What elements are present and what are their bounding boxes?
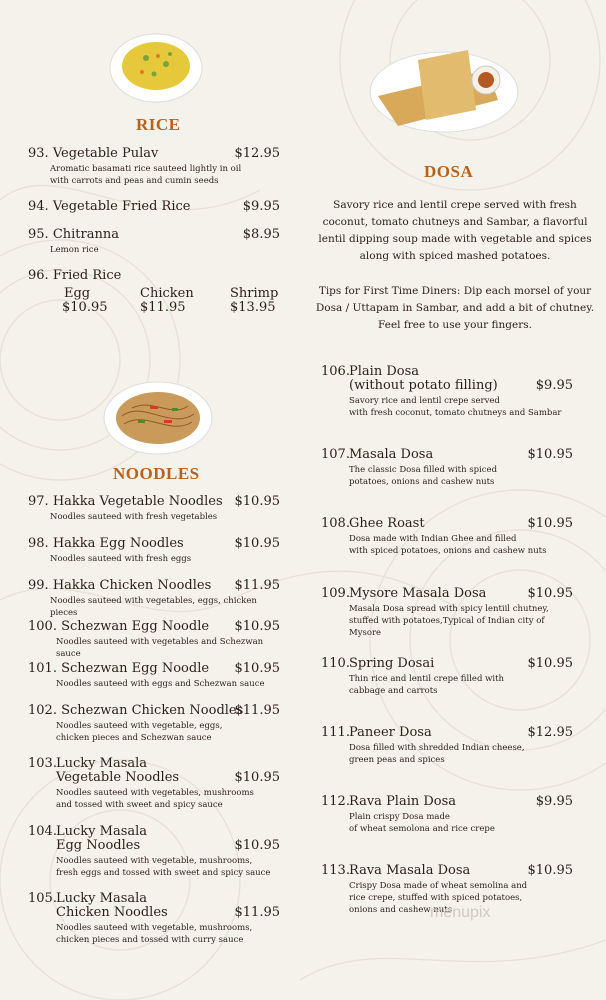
item-name: Paneer Dosa — [349, 725, 432, 740]
item-number: 99. — [28, 578, 49, 593]
option-price: $13.95 — [230, 300, 276, 315]
item-price: $10.95 — [234, 770, 280, 785]
item-name: Mysore Masala Dosa — [349, 586, 487, 601]
item-number: 102. — [28, 703, 57, 718]
item-description: Thin rice and lentil crepe filled with cabbage and carrots — [349, 674, 504, 696]
item-price: $8.95 — [242, 227, 280, 242]
item-number: 104. — [28, 824, 57, 839]
item-description: Noodles sauteed with vegetables, mushrooms and tossed with sweet and spicy sauce — [56, 788, 254, 810]
item-name: Ghee Roast — [349, 516, 425, 531]
item-number: 93. — [28, 146, 49, 161]
item-description: The classic Dosa filled with spiced potatoes, onions and cashew nuts — [349, 465, 498, 487]
item-name: Vegetable Fried Rice — [52, 199, 191, 214]
option-price: $11.95 — [140, 300, 186, 315]
option-label: Shrimp — [230, 286, 279, 301]
menu-item — [28, 620, 280, 660]
dosa-section-heading: DOSA — [424, 162, 474, 181]
item-price: $10.95 — [234, 619, 280, 634]
menu-item — [321, 587, 573, 639]
rice-section-heading: RICE — [136, 115, 181, 134]
menu-item — [28, 495, 280, 523]
item-description: Noodles sauteed with eggs and Schezwan sauce — [56, 679, 265, 689]
item-number: 110. — [321, 656, 350, 671]
item-price: $10.95 — [527, 447, 573, 462]
item-description: Noodles sauteed with vegetable, eggs, chicken pieces and Schezwan sauce — [56, 721, 223, 743]
item-price: $10.95 — [234, 661, 280, 676]
item-name: Masala Dosa — [349, 447, 434, 462]
menu-item — [321, 795, 573, 835]
item-description: Noodles sauteed with vegetable, mushrooms, chicken pieces and tossed with curry sauce — [56, 923, 253, 945]
rice-dish-image — [108, 28, 204, 108]
menu-item — [28, 757, 280, 811]
item-name: Hakka Chicken Noodles — [52, 578, 212, 593]
item-description: Noodles sauteed with fresh eggs — [50, 554, 192, 564]
item-price: $10.95 — [234, 536, 280, 551]
item-name: Plain Dosa (without potato filling) — [349, 364, 498, 393]
menu-item — [28, 579, 280, 619]
item-price: $10.95 — [527, 516, 573, 531]
item-description: Crispy Dosa made of wheat semolina and rice crepe, stuffed with spiced potatoes, onions and cashew nuts — [349, 881, 528, 915]
item-price: $11.95 — [234, 905, 280, 920]
menu-item — [321, 657, 573, 697]
item-description: Aromatic basamati rice sauteed lightly in oil with carrots and peas and cumin seeds — [50, 164, 242, 186]
menu-item — [28, 537, 280, 565]
menu-item — [321, 365, 573, 419]
item-number: 111. — [321, 725, 350, 740]
item-description: Dosa made with Indian Ghee and filled with spiced potatoes, onions and cashew nuts — [349, 534, 547, 556]
item-number: 98. — [28, 536, 49, 551]
item-name: Rava Masala Dosa — [349, 863, 471, 878]
option-price: $10.95 — [62, 300, 108, 315]
item-number: 97. — [28, 494, 49, 509]
dosa-tips: Tips for First Time Diners: Dip each morsel of your Dosa / Uttapam in Sambar, and add a bit of chutney. Feel free to use your fingers. — [315, 285, 595, 331]
item-description: Noodles sauteed with vegetables, eggs, chicken pieces — [50, 596, 257, 618]
item-number: 100. — [28, 619, 57, 634]
menu-item — [28, 200, 280, 214]
item-description: Dosa filled with shredded Indian cheese, green peas and spices — [349, 743, 525, 765]
item-name: Rava Plain Dosa — [349, 794, 457, 809]
item-price: $10.95 — [234, 494, 280, 509]
item-description: Noodles sauteed with fresh vegetables — [50, 512, 218, 522]
noodles-dish-image — [102, 380, 214, 460]
menu-item — [28, 662, 280, 690]
item-name: Lucky Masala Chicken Noodles — [56, 891, 168, 920]
item-number: 103. — [28, 756, 57, 771]
menu-item — [28, 147, 280, 187]
item-name: Chitranna — [52, 227, 119, 242]
item-description: Noodles sauteed with vegetables and Schezwan sauce — [56, 637, 264, 659]
item-price: $9.95 — [535, 378, 573, 393]
item-price: $10.95 — [527, 656, 573, 671]
item-number: 95. — [28, 227, 49, 242]
item-description: Masala Dosa spread with spicy lentiil chutney, stuffed with potatoes,Typical of Indian city of Mysore — [349, 604, 549, 638]
item-price: $9.95 — [535, 794, 573, 809]
item-description: Plain crispy Dosa made of wheat semolona and rice crepe — [349, 812, 495, 834]
menu-item — [28, 228, 280, 256]
menu-item — [321, 726, 573, 766]
item-name: Fried Rice — [52, 268, 122, 283]
item-description: Lemon rice — [50, 245, 99, 255]
menu-item — [28, 892, 280, 946]
item-number: 106. — [321, 364, 350, 379]
item-number: 109. — [321, 586, 350, 601]
dosa-dish-image — [368, 40, 520, 140]
item-name: Lucky Masala Vegetable Noodles — [56, 756, 180, 785]
item-name: Lucky Masala Egg Noodles — [56, 824, 148, 853]
item-price: $12.95 — [234, 146, 280, 161]
item-name: Spring Dosai — [349, 656, 435, 671]
item-number: 112. — [321, 794, 350, 809]
item-name: Hakka Vegetable Noodles — [52, 494, 223, 509]
item-number: 107. — [321, 447, 350, 462]
item-name: Vegetable Pulav — [52, 146, 159, 161]
item-price: $10.95 — [527, 586, 573, 601]
item-name: Schezwan Egg Noodle — [61, 619, 210, 634]
item-price: $11.95 — [234, 578, 280, 593]
item-price: $9.95 — [242, 199, 280, 214]
watermark: menupix — [430, 904, 491, 921]
item-price: $10.95 — [234, 838, 280, 853]
dosa-intro: Savory rice and lentil crepe served with fresh coconut, tomato chutneys and Sambar, a flavorful lentil dipping soup made with vegetable and spices along with spiced mashed potatoes. — [318, 199, 592, 262]
item-number: 96. — [28, 268, 49, 283]
item-description: Savory rice and lentil crepe served with fresh coconut, tomato chutneys and Sambar — [349, 396, 562, 418]
item-price: $10.95 — [527, 863, 573, 878]
noodles-section-heading: NOODLES — [113, 464, 200, 483]
item-number: 113. — [321, 863, 350, 878]
item-price: $12.95 — [527, 725, 573, 740]
item-number: 94. — [28, 199, 49, 214]
option-label: Egg — [64, 286, 91, 301]
item-number: 108. — [321, 516, 350, 531]
menu-item — [28, 269, 280, 283]
option-label: Chicken — [140, 286, 194, 301]
menu-item — [321, 517, 573, 557]
fried-rice-option-egg — [64, 287, 108, 315]
item-price: $11.95 — [234, 703, 280, 718]
item-name: Schezwan Egg Noodle — [61, 661, 210, 676]
menu-item — [321, 448, 573, 488]
fried-rice-option-shrimp — [230, 287, 278, 315]
item-name: Schezwan Chicken Noodles — [61, 703, 244, 718]
item-number: 101. — [28, 661, 57, 676]
menu-item — [28, 704, 280, 744]
item-name: Hakka Egg Noodles — [52, 536, 184, 551]
menu-item — [28, 825, 280, 879]
fried-rice-option-chicken — [140, 287, 194, 315]
item-number: 105. — [28, 891, 57, 906]
item-description: Noodles sauteed with vegetable, mushrooms, fresh eggs and tossed with sweet and spicy sauce — [56, 856, 271, 878]
